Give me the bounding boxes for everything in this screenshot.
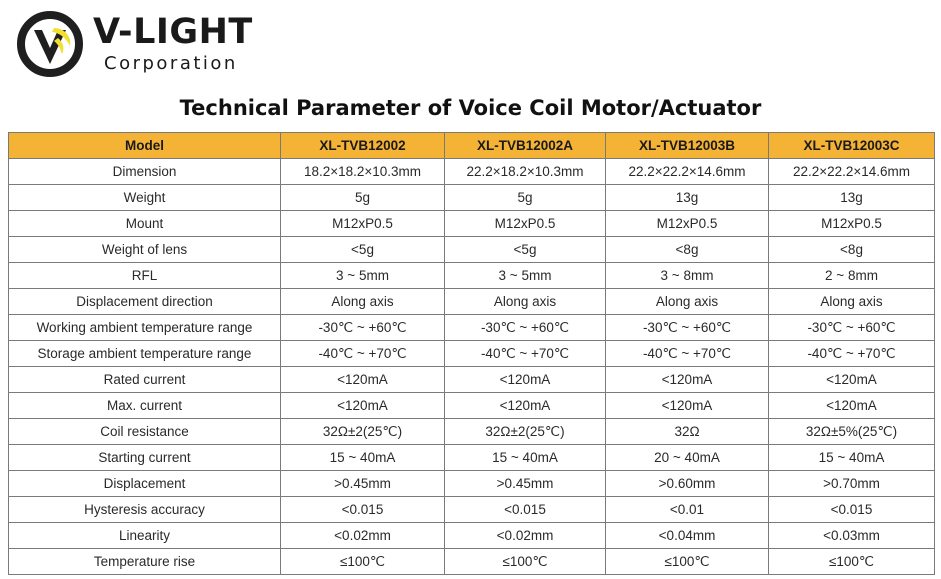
parameter-value: <0.03mm bbox=[769, 523, 935, 549]
parameter-value: <120mA bbox=[769, 393, 935, 419]
table-row bbox=[9, 237, 935, 263]
parameter-value: Along axis bbox=[769, 289, 935, 315]
parameter-value: 5g bbox=[281, 185, 445, 211]
parameter-value: >0.45mm bbox=[281, 471, 445, 497]
parameter-value: <120mA bbox=[281, 393, 445, 419]
parameter-value: M12xP0.5 bbox=[769, 211, 935, 237]
parameter-value: 18.2×18.2×10.3mm bbox=[281, 159, 445, 185]
table-row bbox=[9, 367, 935, 393]
table-row bbox=[9, 315, 935, 341]
parameter-value: <120mA bbox=[606, 367, 769, 393]
parameter-value: Along axis bbox=[606, 289, 769, 315]
parameter-value: 13g bbox=[769, 185, 935, 211]
parameter-value: 3 ~ 8mm bbox=[606, 263, 769, 289]
parameter-value: 5g bbox=[445, 185, 606, 211]
parameter-value: 20 ~ 40mA bbox=[606, 445, 769, 471]
table-row bbox=[9, 263, 935, 289]
parameter-label: Temperature rise bbox=[9, 549, 281, 575]
parameter-value: <120mA bbox=[606, 393, 769, 419]
parameter-label: Displacement direction bbox=[9, 289, 281, 315]
parameter-value: -40℃ ~ +70℃ bbox=[445, 341, 606, 367]
parameter-value: 15 ~ 40mA bbox=[445, 445, 606, 471]
parameter-value: <0.015 bbox=[445, 497, 606, 523]
parameter-value: >0.45mm bbox=[445, 471, 606, 497]
logo-subtitle: Corporation bbox=[104, 53, 238, 74]
parameter-value: -30℃ ~ +60℃ bbox=[769, 315, 935, 341]
table-row bbox=[9, 471, 935, 497]
parameter-value: <8g bbox=[769, 237, 935, 263]
table-row bbox=[9, 523, 935, 549]
column-header: XL-TVB12003C bbox=[769, 133, 935, 159]
parameter-value: 15 ~ 40mA bbox=[281, 445, 445, 471]
parameter-value: -40℃ ~ +70℃ bbox=[281, 341, 445, 367]
parameter-value: 32Ω bbox=[606, 419, 769, 445]
parameter-value: 15 ~ 40mA bbox=[769, 445, 935, 471]
table-row bbox=[9, 211, 935, 237]
parameter-value: 32Ω±2(25℃) bbox=[281, 419, 445, 445]
parameter-label: Storage ambient temperature range bbox=[9, 341, 281, 367]
parameter-value: -30℃ ~ +60℃ bbox=[281, 315, 445, 341]
parameter-value: 3 ~ 5mm bbox=[445, 263, 606, 289]
page-title: Technical Parameter of Voice Coil Motor/Actuator bbox=[179, 96, 762, 120]
parameter-value: <0.02mm bbox=[281, 523, 445, 549]
table-row bbox=[9, 549, 935, 575]
parameter-value: -40℃ ~ +70℃ bbox=[606, 341, 769, 367]
parameter-value: <8g bbox=[606, 237, 769, 263]
parameter-value: <5g bbox=[445, 237, 606, 263]
table-row bbox=[9, 341, 935, 367]
parameter-value: >0.60mm bbox=[606, 471, 769, 497]
parameter-value: 32Ω±5%(25℃) bbox=[769, 419, 935, 445]
parameter-value: Along axis bbox=[281, 289, 445, 315]
spec-table bbox=[8, 132, 935, 575]
parameter-label: Displacement bbox=[9, 471, 281, 497]
v-light-logo-icon bbox=[14, 8, 86, 80]
parameter-value: M12xP0.5 bbox=[281, 211, 445, 237]
table-row bbox=[9, 159, 935, 185]
table-body bbox=[9, 159, 935, 575]
parameter-value: 22.2×22.2×14.6mm bbox=[769, 159, 935, 185]
parameter-label: Dimension bbox=[9, 159, 281, 185]
parameter-label: Weight bbox=[9, 185, 281, 211]
parameter-value: <0.04mm bbox=[606, 523, 769, 549]
parameter-value: M12xP0.5 bbox=[445, 211, 606, 237]
parameter-value: <120mA bbox=[445, 393, 606, 419]
parameter-value: <120mA bbox=[445, 367, 606, 393]
parameter-value: M12xP0.5 bbox=[606, 211, 769, 237]
parameter-value: Along axis bbox=[445, 289, 606, 315]
table-row bbox=[9, 419, 935, 445]
parameter-value: -30℃ ~ +60℃ bbox=[606, 315, 769, 341]
company-logo bbox=[14, 8, 274, 80]
parameter-value: <0.015 bbox=[769, 497, 935, 523]
parameter-value: ≤100℃ bbox=[445, 549, 606, 575]
table-header-row bbox=[9, 133, 935, 159]
parameter-label: Working ambient temperature range bbox=[9, 315, 281, 341]
parameter-value: 22.2×18.2×10.3mm bbox=[445, 159, 606, 185]
parameter-value: -30℃ ~ +60℃ bbox=[445, 315, 606, 341]
parameter-label: Starting current bbox=[9, 445, 281, 471]
column-header: XL-TVB12003B bbox=[606, 133, 769, 159]
parameter-value: <0.01 bbox=[606, 497, 769, 523]
column-header: Model bbox=[9, 133, 281, 159]
table-row bbox=[9, 289, 935, 315]
parameter-label: Max. current bbox=[9, 393, 281, 419]
parameter-value: <0.02mm bbox=[445, 523, 606, 549]
parameter-value: ≤100℃ bbox=[769, 549, 935, 575]
parameter-value: ≤100℃ bbox=[606, 549, 769, 575]
parameter-value: <0.015 bbox=[281, 497, 445, 523]
parameter-value: >0.70mm bbox=[769, 471, 935, 497]
table-row bbox=[9, 497, 935, 523]
column-header: XL-TVB12002A bbox=[445, 133, 606, 159]
parameter-label: Rated current bbox=[9, 367, 281, 393]
parameter-value: 3 ~ 5mm bbox=[281, 263, 445, 289]
parameter-label: Coil resistance bbox=[9, 419, 281, 445]
logo-name: V-LIGHT bbox=[93, 12, 253, 52]
parameter-value: 2 ~ 8mm bbox=[769, 263, 935, 289]
parameter-value: <120mA bbox=[281, 367, 445, 393]
column-header: XL-TVB12002 bbox=[281, 133, 445, 159]
table-row bbox=[9, 393, 935, 419]
table-row bbox=[9, 185, 935, 211]
parameter-value: <5g bbox=[281, 237, 445, 263]
parameter-value: ≤100℃ bbox=[281, 549, 445, 575]
parameter-value: 13g bbox=[606, 185, 769, 211]
parameter-label: Mount bbox=[9, 211, 281, 237]
parameter-label: Hysteresis accuracy bbox=[9, 497, 281, 523]
table-row bbox=[9, 445, 935, 471]
parameter-label: Linearity bbox=[9, 523, 281, 549]
parameter-label: RFL bbox=[9, 263, 281, 289]
parameter-value: -40℃ ~ +70℃ bbox=[769, 341, 935, 367]
parameter-value: 22.2×22.2×14.6mm bbox=[606, 159, 769, 185]
parameter-label: Weight of lens bbox=[9, 237, 281, 263]
parameter-value: 32Ω±2(25℃) bbox=[445, 419, 606, 445]
parameter-value: <120mA bbox=[769, 367, 935, 393]
